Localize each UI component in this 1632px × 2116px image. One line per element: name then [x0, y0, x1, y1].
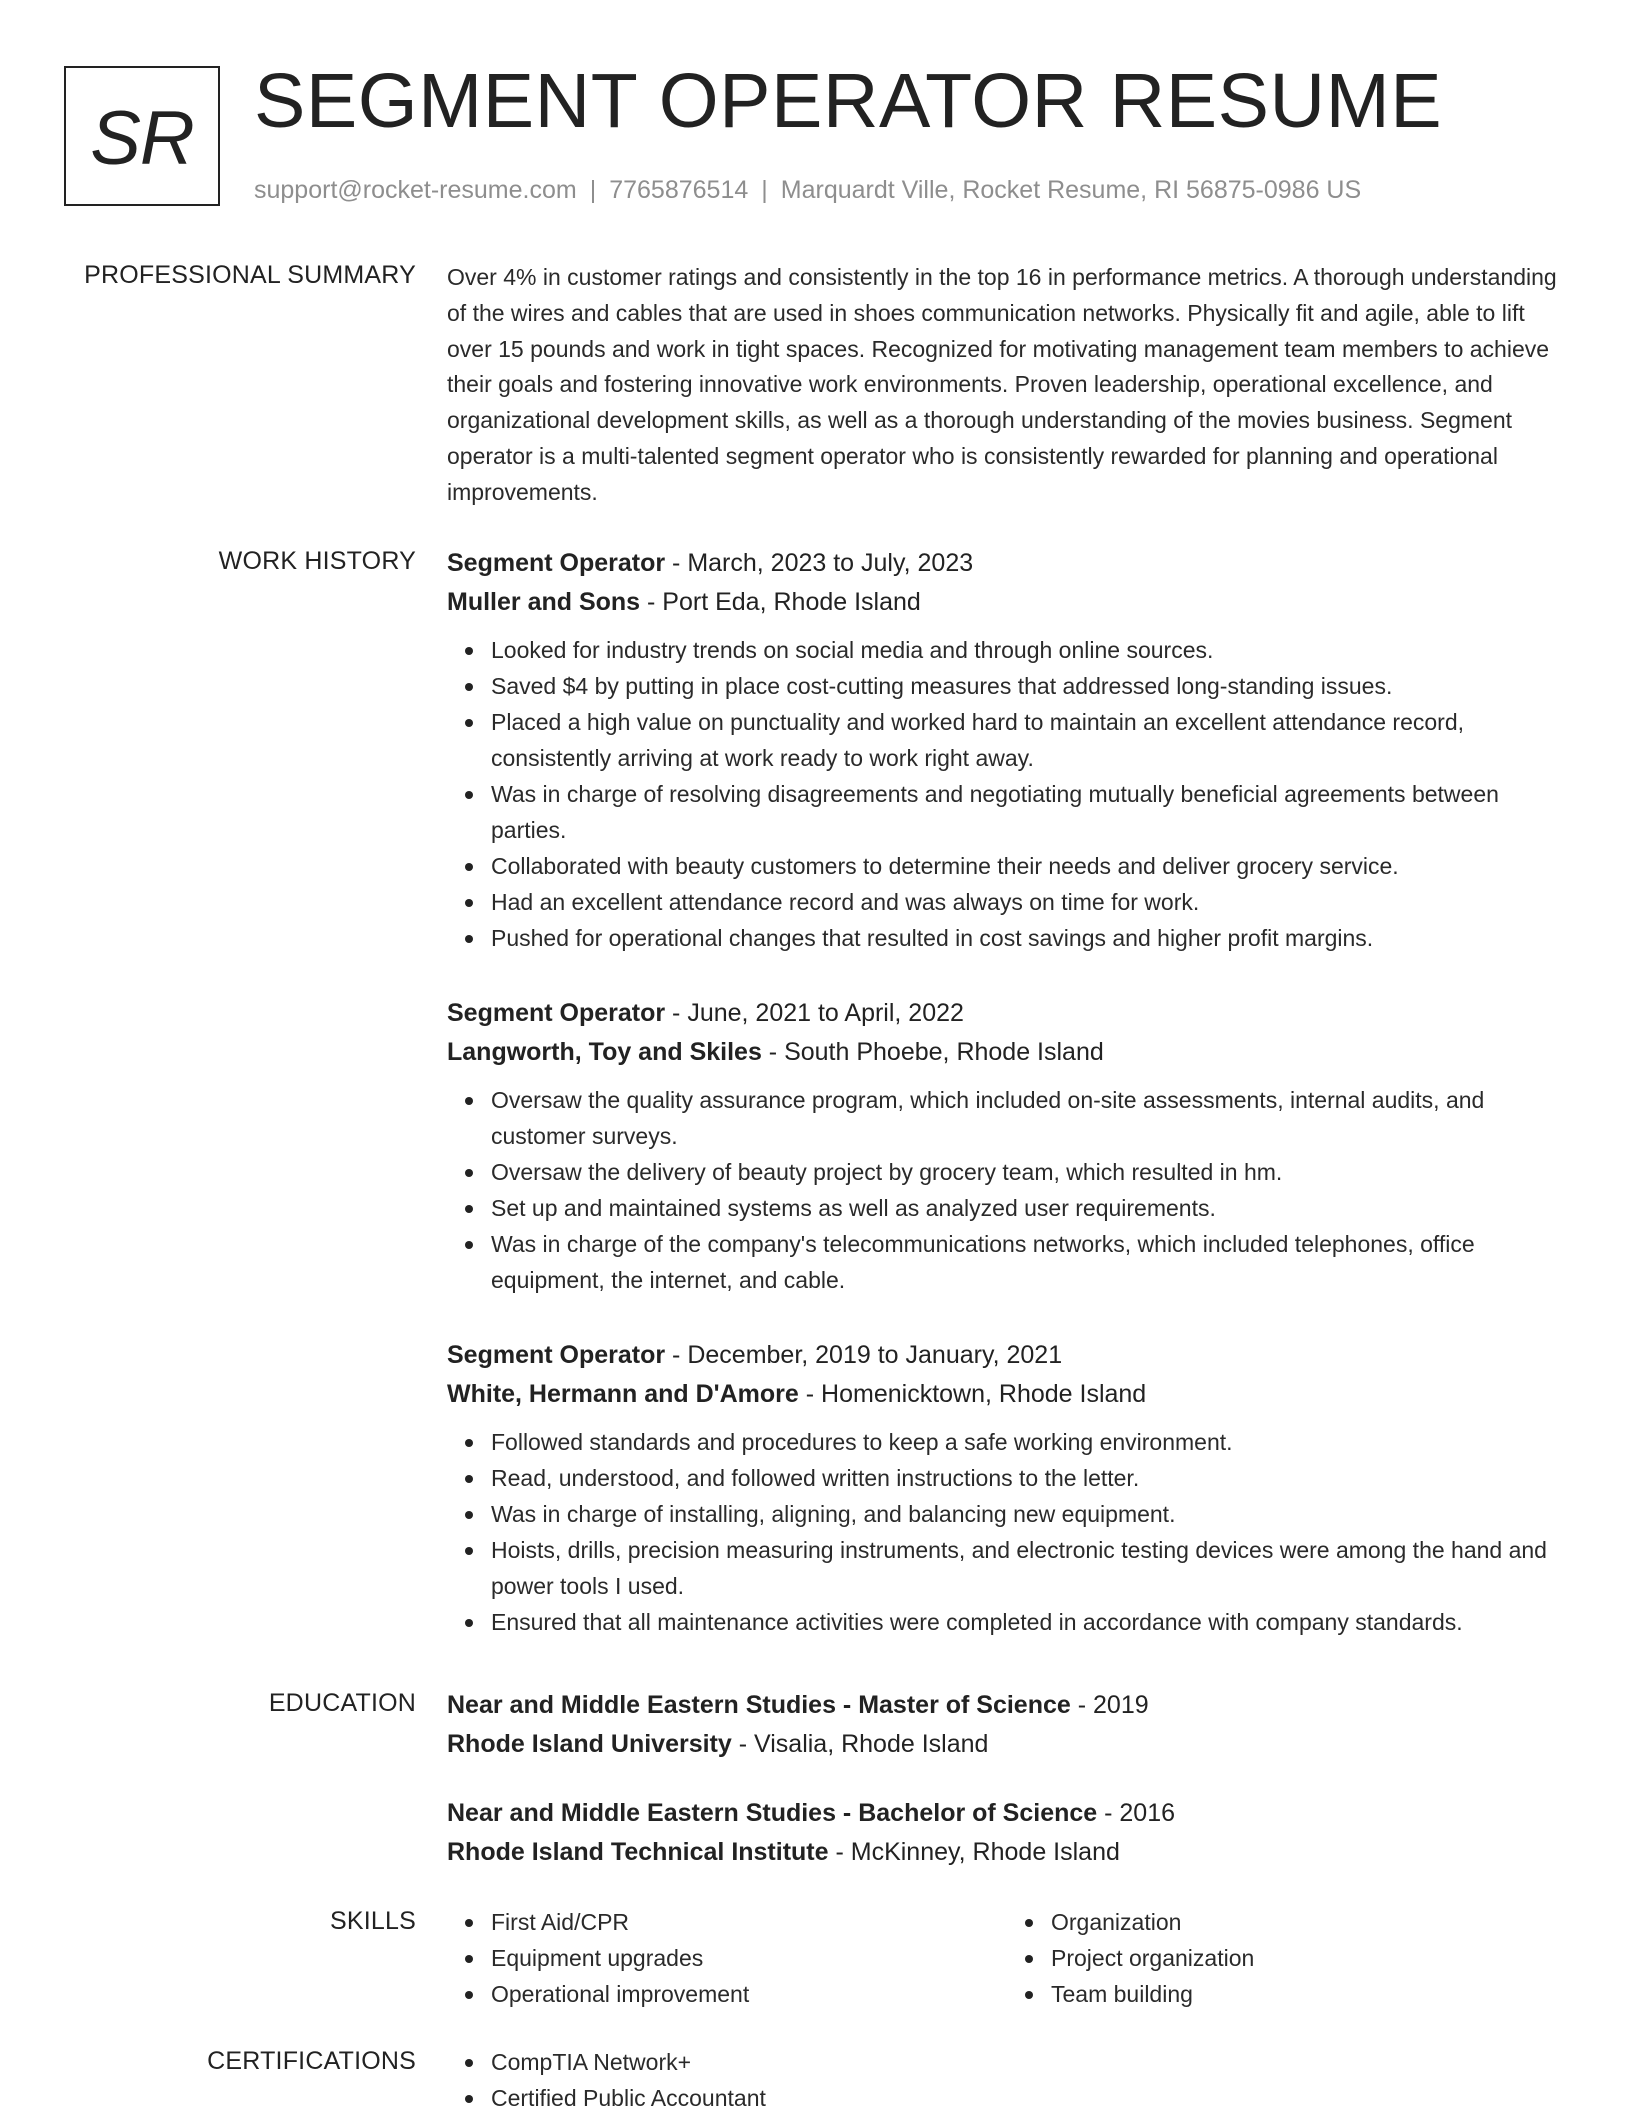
certification-item: Certified Public Accountant — [491, 2080, 1567, 2116]
job-entry — [447, 1336, 1567, 1640]
section-label: CERTIFICATIONS — [207, 2047, 416, 2075]
list-item: Pushed for operational changes that resulted in cost savings and higher profit margins. — [491, 920, 1567, 956]
skill-item: Project organization — [1051, 1940, 1567, 1976]
list-item: Set up and maintained systems as well as analyzed user requirements. — [491, 1190, 1567, 1226]
education-entry — [447, 1794, 1567, 1872]
list-item: Ensured that all maintenance activities were completed in accordance with company standards. — [491, 1604, 1567, 1640]
monogram-initials: SR — [90, 95, 194, 181]
job-location: - Port Eda, Rhode Island — [640, 588, 921, 616]
summary-text: Over 4% in customer ratings and consistently in the top 16 in performance metrics. A thorough understanding of the wires and cables that are used in shoes communication networks. Physically fit and agile, able to lift over 15 pounds and work in tight spaces. Recognized for motivating management team members to achieve their goals and fostering innovative work environments. Proven leadership, operational excellence, and organizational development skills, as well as a thorough understanding of the movies business. Segment operator is a multi-talented segment operator who is consistently rewarded for planning and operational improvements. — [447, 264, 1557, 505]
contact-separator: | — [589, 176, 597, 204]
education-location: - McKinney, Rhode Island — [828, 1838, 1120, 1866]
education-degree: Near and Middle Eastern Studies - Bachelor of Science — [447, 1799, 1098, 1827]
section-label: EDUCATION — [268, 1689, 416, 1717]
skill-item: First Aid/CPR — [491, 1904, 1007, 1940]
skills-list-left — [447, 1904, 1007, 2012]
list-item: Oversaw the delivery of beauty project by grocery team, which resulted in hm. — [491, 1154, 1567, 1190]
contact-email[interactable]: support@rocket-resume.com — [254, 176, 577, 204]
skill-item: Equipment upgrades — [491, 1940, 1007, 1976]
list-item: Was in charge of resolving disagreements and negotiating mutually beneficial agreements between parties. — [491, 776, 1567, 848]
job-bullets — [447, 1424, 1567, 1640]
resume-title: SEGMENT OPERATOR RESUME — [254, 58, 1443, 144]
job-title: Segment Operator — [447, 999, 666, 1027]
contact-address: Marquardt Ville, Rocket Resume, RI 56875-0986 US — [780, 176, 1362, 204]
list-item: Looked for industry trends on social media and through online sources. — [491, 632, 1567, 668]
list-item: Was in charge of the company's telecommunications networks, which included telephones, office equipment, the internet, and cable. — [491, 1226, 1567, 1298]
job-company: White, Hermann and D'Amore — [447, 1380, 799, 1408]
list-item: Read, understood, and followed written instructions to the letter. — [491, 1460, 1567, 1496]
education-entry — [447, 1686, 1567, 1764]
section-label: SKILLS — [330, 1907, 416, 1935]
contact-phone[interactable]: 7765876514 — [609, 176, 749, 204]
list-item: Placed a high value on punctuality and worked hard to maintain an excellent attendance record, consistently arriving at work ready to work right away. — [491, 704, 1567, 776]
skills-list-right — [1007, 1904, 1567, 2012]
job-company: Langworth, Toy and Skiles — [447, 1038, 762, 1066]
list-item: Hoists, drills, precision measuring instruments, and electronic testing devices were among the hand and power tools I used. — [491, 1532, 1567, 1604]
job-entry — [447, 544, 1567, 956]
job-dates: - March, 2023 to July, 2023 — [665, 549, 974, 577]
list-item: Was in charge of installing, aligning, and balancing new equipment. — [491, 1496, 1567, 1532]
job-bullets — [447, 1082, 1567, 1298]
monogram-badge — [64, 66, 220, 206]
list-item: Oversaw the quality assurance program, which included on-site assessments, internal audits, and customer surveys. — [491, 1082, 1567, 1154]
job-company: Muller and Sons — [447, 588, 641, 616]
skill-item: Organization — [1051, 1904, 1567, 1940]
list-item: Collaborated with beauty customers to determine their needs and deliver grocery service. — [491, 848, 1567, 884]
education-school: Rhode Island University — [447, 1730, 732, 1758]
job-bullets — [447, 632, 1567, 956]
skill-item: Team building — [1051, 1976, 1567, 2012]
section-label: PROFESSIONAL SUMMARY — [84, 261, 416, 289]
certifications-list — [447, 2044, 1567, 2116]
list-item: Saved $4 by putting in place cost-cutting measures that addressed long-standing issues. — [491, 668, 1567, 704]
job-dates: - June, 2021 to April, 2022 — [665, 999, 964, 1027]
education-degree: Near and Middle Eastern Studies - Master of Science — [447, 1691, 1071, 1719]
contact-line — [254, 174, 1361, 206]
education-school: Rhode Island Technical Institute — [447, 1838, 829, 1866]
job-title: Segment Operator — [447, 1341, 666, 1369]
job-dates: - December, 2019 to January, 2021 — [665, 1341, 1063, 1369]
job-location: - Homenicktown, Rhode Island — [798, 1380, 1147, 1408]
contact-separator: | — [761, 176, 768, 204]
section-label: WORK HISTORY — [218, 547, 416, 575]
job-location: - South Phoebe, Rhode Island — [761, 1038, 1104, 1066]
certification-item: CompTIA Network+ — [491, 2044, 1567, 2080]
list-item: Had an excellent attendance record and was always on time for work. — [491, 884, 1567, 920]
list-item: Followed standards and procedures to keep a safe working environment. — [491, 1424, 1567, 1460]
job-entry — [447, 994, 1567, 1298]
education-year: - 2019 — [1070, 1691, 1149, 1719]
job-title: Segment Operator — [447, 549, 666, 577]
education-year: - 2016 — [1097, 1799, 1176, 1827]
education-location: - Visalia, Rhode Island — [731, 1730, 989, 1758]
skill-item: Operational improvement — [491, 1976, 1007, 2012]
